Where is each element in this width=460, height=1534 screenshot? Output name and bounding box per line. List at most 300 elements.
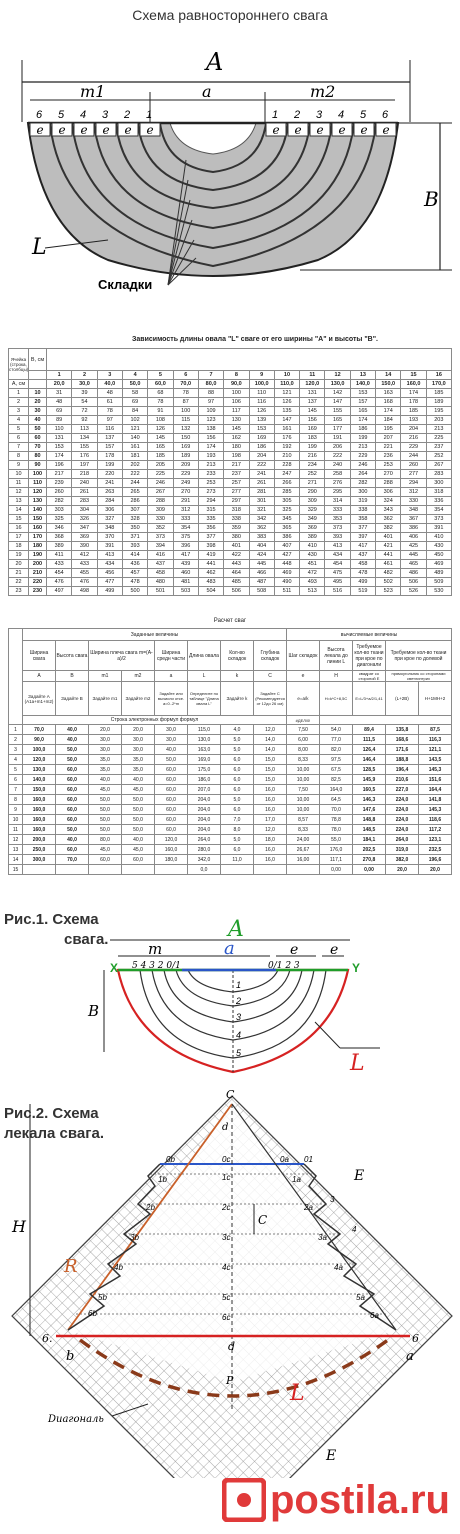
- axis-label: 6c: [222, 1313, 231, 1322]
- col-number: 4: [122, 371, 147, 380]
- B-value: 220: [29, 578, 47, 587]
- table2-cell: 196,4: [386, 765, 419, 775]
- L-value: 135: [274, 407, 299, 416]
- L-value: 221: [376, 443, 401, 452]
- L-value: 462: [198, 569, 223, 578]
- L-value: 185: [401, 407, 426, 416]
- L-value: 499: [97, 587, 122, 596]
- table2-cell: 45,0: [89, 785, 122, 795]
- table2-cell: 30,0: [89, 745, 122, 755]
- L-value: 286: [122, 497, 147, 506]
- head-letter: e: [287, 671, 320, 682]
- head-name: Требуемое кол-во ткани при крое по диагонали: [353, 641, 386, 671]
- table2-cell: [221, 865, 254, 875]
- L-value: 394: [148, 542, 173, 551]
- L-value: 490: [274, 578, 299, 587]
- L-value: 217: [47, 470, 72, 479]
- right-label: 1a: [292, 1175, 301, 1184]
- L-value: 445: [401, 551, 426, 560]
- fold-number: 2: [124, 109, 131, 121]
- table2-row: [9, 845, 452, 855]
- table2-cell: 30,0: [89, 735, 122, 745]
- label-L: L: [290, 1381, 305, 1406]
- row-index: 17: [9, 533, 29, 542]
- table2-cell: 16,0: [254, 795, 287, 805]
- col-number: 9: [249, 371, 274, 380]
- L-value: 283: [426, 470, 451, 479]
- L-value: 108: [148, 416, 173, 425]
- L-value: 153: [350, 389, 375, 398]
- L-value: 389: [300, 533, 325, 542]
- L-value: 476: [72, 578, 97, 587]
- table2-row: [9, 865, 452, 875]
- row-index: 2: [9, 735, 23, 745]
- table2-cell: 78,8: [320, 815, 353, 825]
- head-letter: m1: [89, 671, 122, 682]
- table2-cell: 16,0: [254, 855, 287, 865]
- table2-title: Расчет сваг: [213, 618, 247, 624]
- L-value: 147: [274, 416, 299, 425]
- table2-cell: 6,0: [221, 765, 254, 775]
- table2-cell: 0,00: [353, 865, 386, 875]
- L-value: 390: [72, 542, 97, 551]
- table2-cell: [287, 865, 320, 875]
- table1-row: [9, 479, 452, 488]
- L-value: 169: [173, 443, 198, 452]
- table2-cell: 67,5: [320, 765, 353, 775]
- L-value: 240: [72, 479, 97, 488]
- A-value: 90,0: [224, 380, 249, 389]
- table2-cell: 264,0: [188, 835, 221, 845]
- blank: [320, 716, 452, 725]
- L-value: 216: [300, 452, 325, 461]
- table2-cell: 35,0: [89, 765, 122, 775]
- L-value: 501: [148, 587, 173, 596]
- table2-cell: 148,5: [353, 825, 386, 835]
- L-value: 511: [274, 587, 299, 596]
- table2-cell: 151,6: [419, 775, 452, 785]
- L-value: 393: [325, 533, 350, 542]
- L-value: 210: [274, 452, 299, 461]
- L-value: 424: [249, 551, 274, 560]
- L-value: 87: [173, 398, 198, 407]
- L-value: 78: [97, 407, 122, 416]
- L-value: 306: [376, 488, 401, 497]
- L-value: 393: [122, 542, 147, 551]
- L-value: 196: [47, 461, 72, 470]
- table2-cell: 50,0: [89, 825, 122, 835]
- table2-cell: 60,0: [56, 805, 89, 815]
- L-value: 123: [198, 416, 223, 425]
- table2-cell: 0,0: [188, 865, 221, 875]
- col-number: 15: [401, 371, 426, 380]
- table2-cell: 148,8: [353, 815, 386, 825]
- L-value: 198: [224, 452, 249, 461]
- row-index: 23: [9, 587, 29, 596]
- table2-cell: 8,0: [221, 825, 254, 835]
- L-value: 498: [72, 587, 97, 596]
- postila-logo-icon: [222, 1478, 266, 1522]
- L-value: 178: [401, 398, 426, 407]
- table2-cell: 224,0: [386, 815, 419, 825]
- L-value: 443: [224, 560, 249, 569]
- table2-letter-row: [9, 671, 452, 682]
- table2-cell: 160,0: [23, 825, 56, 835]
- L-value: 276: [325, 479, 350, 488]
- fold-number: 3: [102, 109, 109, 121]
- L-value: 509: [426, 578, 451, 587]
- L-value: 39: [72, 389, 97, 398]
- col-number: 8: [224, 371, 249, 380]
- L-value: 157: [350, 398, 375, 407]
- L-value: 516: [325, 587, 350, 596]
- L-value: 303: [47, 506, 72, 515]
- table2-cell: 30,0: [122, 735, 155, 745]
- table2-cell: 10,00: [287, 765, 320, 775]
- L-value: 397: [350, 533, 375, 542]
- L-value: 319: [350, 497, 375, 506]
- L-value: 433: [72, 560, 97, 569]
- L-value: 314: [325, 497, 350, 506]
- B-value: 210: [29, 569, 47, 578]
- col-number: 3: [97, 371, 122, 380]
- L-value: 368: [47, 533, 72, 542]
- row-index: 1: [9, 389, 29, 398]
- L-value: 207: [376, 434, 401, 443]
- blank: [29, 380, 47, 389]
- L-value: 375: [173, 533, 198, 542]
- table2-cell: 12,0: [254, 725, 287, 735]
- head-letter: m2: [122, 671, 155, 682]
- L-value: 97: [198, 398, 223, 407]
- A-value: 110,0: [274, 380, 299, 389]
- L-value: 204: [401, 425, 426, 434]
- L-value: 383: [249, 533, 274, 542]
- blank: [9, 629, 23, 725]
- table2-cell: [23, 865, 56, 875]
- L-value: 213: [350, 443, 375, 452]
- table2-cell: 163,0: [188, 745, 221, 755]
- L-value: 54: [72, 398, 97, 407]
- table2: [8, 628, 452, 875]
- L-value: 258: [325, 470, 350, 479]
- L-value: 386: [274, 533, 299, 542]
- L-value: 131: [300, 389, 325, 398]
- row-index: 11: [9, 825, 23, 835]
- axis-label: 1c: [222, 1173, 231, 1182]
- L-value: 504: [198, 587, 223, 596]
- fig1-panel: [0, 902, 460, 1080]
- L-value: 333: [325, 506, 350, 515]
- L-value: 422: [224, 551, 249, 560]
- B-value: 190: [29, 551, 47, 560]
- L-value: 61: [97, 398, 122, 407]
- table2-cell: 40,0: [56, 835, 89, 845]
- L-value: 174: [47, 452, 72, 461]
- L-value: 291: [173, 497, 198, 506]
- table2-cell: 120,0: [155, 835, 188, 845]
- axis-labels: [221, 1155, 230, 1322]
- table1-row: [9, 488, 452, 497]
- L-value: 195: [426, 407, 451, 416]
- table2-row: [9, 815, 452, 825]
- right-label: 01: [304, 1155, 313, 1164]
- right-label: 3a: [318, 1233, 327, 1242]
- L-value: 189: [173, 452, 198, 461]
- label-B: B: [88, 1002, 100, 1020]
- table1-row: [9, 425, 452, 434]
- table2-cell: 35,0: [122, 765, 155, 775]
- L-value: 350: [122, 524, 147, 533]
- e-letter: e: [36, 123, 44, 137]
- L-value: 150: [173, 434, 198, 443]
- B-value: 20: [29, 398, 47, 407]
- table2-cell: 60,0: [155, 765, 188, 775]
- head-desc: Задайте k: [221, 682, 254, 716]
- L-value: 88: [198, 389, 223, 398]
- A-value: 140,0: [350, 380, 375, 389]
- L-value: 137: [97, 434, 122, 443]
- label-P: P: [226, 1374, 234, 1387]
- table2-cell: 30,0: [155, 735, 188, 745]
- B-value: 230: [29, 587, 47, 596]
- L-value: 386: [401, 524, 426, 533]
- L-value: 391: [426, 524, 451, 533]
- table2-cell: 116,3: [419, 735, 452, 745]
- table1-row: [9, 398, 452, 407]
- L-value: 138: [198, 425, 223, 434]
- L-value: 321: [249, 506, 274, 515]
- fig1-title-2: свага.: [64, 931, 109, 948]
- table2-cell: 40,0: [89, 775, 122, 785]
- L-value: 126: [148, 425, 173, 434]
- table2-cell: 8,00: [287, 745, 320, 755]
- L-value: 489: [426, 569, 451, 578]
- L-value: 271: [300, 479, 325, 488]
- table2-cell: 164,0: [320, 785, 353, 795]
- head-letter: A: [23, 671, 56, 682]
- L-value: 246: [148, 479, 173, 488]
- L-value: 469: [426, 560, 451, 569]
- L-value: 137: [300, 398, 325, 407]
- axis-label: 4c: [222, 1263, 231, 1272]
- L-value: 369: [72, 533, 97, 542]
- L-value: 206: [325, 443, 350, 452]
- fold-number: 4: [338, 109, 345, 121]
- label-A: A: [228, 917, 244, 942]
- L-value: 482: [376, 569, 401, 578]
- table2-cell: 20,0: [386, 865, 419, 875]
- head-letter: квадрат со стороной E: [353, 671, 386, 682]
- table2-cell: 204,0: [188, 825, 221, 835]
- table2-cell: [56, 865, 89, 875]
- L-value: 217: [224, 461, 249, 470]
- label-a: a: [202, 82, 212, 101]
- row-index: 5: [9, 765, 23, 775]
- e-letter: e: [316, 123, 324, 137]
- row-index: 22: [9, 578, 29, 587]
- L-value: 48: [47, 398, 72, 407]
- table2-desc-row: [9, 682, 452, 716]
- L-value: 327: [97, 515, 122, 524]
- div-zero: #ДЕЛ/0!: [287, 716, 320, 725]
- row-index: 9: [9, 805, 23, 815]
- table2-cell: 180,0: [155, 855, 188, 865]
- table2-cell: 184,1: [353, 835, 386, 845]
- table1-row: [9, 524, 452, 533]
- L-value: 145: [224, 425, 249, 434]
- table2-cell: 50,0: [89, 815, 122, 825]
- table2-cell: 143,5: [419, 755, 452, 765]
- arc-number: 2: [236, 996, 242, 1006]
- L-value: 155: [72, 443, 97, 452]
- table1-row: [9, 560, 452, 569]
- table2-cell: 77,0: [320, 735, 353, 745]
- table2-cell: 227,0: [386, 785, 419, 795]
- L-value: 371: [122, 533, 147, 542]
- col-number: 14: [376, 371, 401, 380]
- fig2-svg: [0, 1082, 460, 1478]
- table2-cell: 7,0: [221, 815, 254, 825]
- table2-cell: 169,0: [188, 755, 221, 765]
- head-letter: a: [155, 671, 188, 682]
- row-index: 6: [9, 434, 29, 443]
- L-value: 109: [198, 407, 223, 416]
- L-value: 176: [274, 434, 299, 443]
- label-6-left: 6.: [42, 1332, 53, 1345]
- L-value: 174: [401, 389, 426, 398]
- B-value: 80: [29, 452, 47, 461]
- L-value: 513: [300, 587, 325, 596]
- label-m1: m1: [80, 82, 106, 101]
- label-C-top: C: [226, 1088, 235, 1101]
- L-value: 367: [401, 515, 426, 524]
- L-value: 116: [97, 425, 122, 434]
- A-value: 130,0: [325, 380, 350, 389]
- table2-cell: 6,0: [221, 805, 254, 815]
- L-value: 195: [376, 425, 401, 434]
- B-value: 200: [29, 560, 47, 569]
- fold-number: 5: [360, 109, 367, 121]
- table1-row: [9, 461, 452, 470]
- L-value: 257: [224, 479, 249, 488]
- L-value: 145: [148, 434, 173, 443]
- table2-cell: 45,0: [122, 845, 155, 855]
- L-value: 434: [325, 551, 350, 560]
- table2-cell: 11,0: [221, 855, 254, 865]
- L-value: 365: [274, 524, 299, 533]
- L-value: 58: [122, 389, 147, 398]
- table2-cell: 160,5: [353, 785, 386, 795]
- table2-cell: 175,0: [188, 765, 221, 775]
- L-value: 456: [97, 569, 122, 578]
- table2-cell: 5,0: [221, 795, 254, 805]
- left-fold-numbers: [36, 109, 152, 121]
- fig2-title-1: Рис.2. Схема: [4, 1105, 99, 1122]
- e-letter: e: [338, 123, 346, 137]
- table2-cell: [89, 865, 122, 875]
- table2-cell: 97,5: [320, 755, 353, 765]
- L-value: 126: [274, 398, 299, 407]
- table2-cell: 8,33: [287, 755, 320, 765]
- table2-cell: 150,0: [23, 785, 56, 795]
- L-value: 478: [350, 569, 375, 578]
- L-value: 458: [350, 560, 375, 569]
- table2-cell: 60,0: [56, 775, 89, 785]
- table2-cell: 140,0: [23, 775, 56, 785]
- table2-cell: 15,0: [254, 755, 287, 765]
- L-value: 246: [350, 461, 375, 470]
- L-value: 469: [274, 569, 299, 578]
- col-number: 11: [300, 371, 325, 380]
- table2-cell: 210,6: [386, 775, 419, 785]
- head-letter: C: [254, 671, 287, 682]
- L-value: 391: [97, 542, 122, 551]
- L-value: 416: [148, 551, 173, 560]
- A-value: 40,0: [97, 380, 122, 389]
- L-value: 153: [249, 425, 274, 434]
- L-value: 433: [47, 560, 72, 569]
- L-value: 425: [401, 542, 426, 551]
- table2-cell: 20,0: [89, 725, 122, 735]
- L-pointer: [315, 1022, 340, 1048]
- blank: [29, 371, 47, 380]
- L-value: 466: [249, 569, 274, 578]
- table2-cell: 7,50: [287, 725, 320, 735]
- L-value: 197: [72, 461, 97, 470]
- table2-cell: 70,0: [56, 855, 89, 865]
- table2-cell: 10,00: [287, 775, 320, 785]
- table1-row: [9, 434, 452, 443]
- table2-cell: 224,0: [386, 795, 419, 805]
- head-desc: E=L/3+a/2/1,41: [353, 682, 386, 716]
- L-value: 329: [300, 506, 325, 515]
- L-value: 267: [426, 461, 451, 470]
- label-L: L: [350, 1051, 365, 1076]
- head-letter: L: [188, 671, 221, 682]
- L-value: 205: [148, 461, 173, 470]
- table2-cell: 160,0: [23, 805, 56, 815]
- L-value: 406: [401, 533, 426, 542]
- col-number: 6: [173, 371, 198, 380]
- left-label: 5b: [98, 1293, 107, 1302]
- L-value: 189: [426, 398, 451, 407]
- L-value: 193: [198, 452, 223, 461]
- L-value: 457: [122, 569, 147, 578]
- L-value: 130: [224, 416, 249, 425]
- A-value: 160,0: [401, 380, 426, 389]
- L-value: 436: [122, 560, 147, 569]
- L-value: 338: [350, 506, 375, 515]
- axis-label: 0c: [222, 1155, 231, 1164]
- table2-cell: 160,0: [23, 795, 56, 805]
- L-value: 499: [350, 578, 375, 587]
- L-value: 199: [97, 461, 122, 470]
- L-value: 169: [249, 434, 274, 443]
- L-value: 92: [72, 416, 97, 425]
- table2-cell: 123,1: [419, 835, 452, 845]
- L-value: 157: [97, 443, 122, 452]
- table2-cell: 10,00: [287, 805, 320, 815]
- L-value: 413: [325, 542, 350, 551]
- table2-cell: 14,0: [254, 735, 287, 745]
- table2-cell: 45,0: [122, 785, 155, 795]
- L-value: 253: [376, 461, 401, 470]
- L-value: 260: [401, 461, 426, 470]
- table2-cell: 40,0: [56, 735, 89, 745]
- table2-cell: 135,8: [386, 725, 419, 735]
- L-value: 306: [97, 506, 122, 515]
